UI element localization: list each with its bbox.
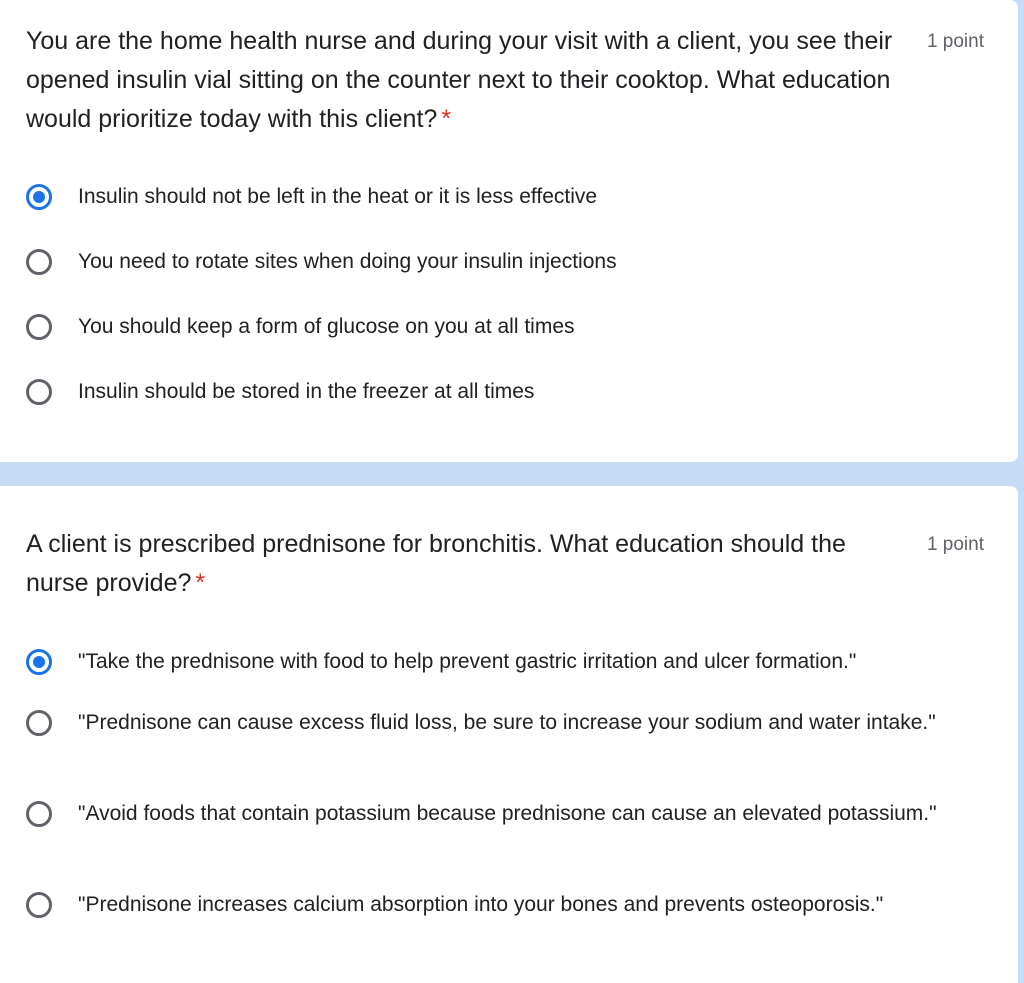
radio-button[interactable]	[26, 892, 52, 918]
option-radio-3[interactable]	[26, 310, 976, 343]
radio-button[interactable]	[26, 249, 52, 275]
radio-button[interactable]	[26, 314, 52, 340]
question-title	[26, 525, 906, 603]
option-radio-4[interactable]	[26, 888, 976, 921]
question-card-1	[0, 0, 1018, 462]
option-radio-2[interactable]	[26, 706, 976, 739]
option-radio-4[interactable]	[26, 375, 976, 408]
option-label: "Avoid foods that contain potassium because prednisone can cause an elevated potassium."	[78, 802, 937, 825]
question-text: You are the home health nurse and during your visit with a client, you see their opened insulin vial sitting on the counter next to their cooktop. What education would prioritize today with this client?	[26, 27, 893, 133]
option-radio-1[interactable]	[26, 645, 976, 678]
option-label: "Prednisone can cause excess fluid loss, be sure to increase your sodium and water intake."	[78, 711, 936, 734]
question-title	[26, 22, 906, 139]
radio-button[interactable]	[26, 710, 52, 736]
radio-button-checked[interactable]	[26, 649, 52, 675]
required-asterisk: *	[195, 569, 206, 597]
option-label: You should keep a form of glucose on you at all times	[78, 315, 575, 338]
option-radio-3[interactable]	[26, 797, 976, 830]
option-label: "Prednisone increases calcium absorption into your bones and prevents osteoporosis."	[78, 893, 884, 916]
radio-button[interactable]	[26, 801, 52, 827]
option-label: Insulin should not be left in the heat or it is less effective	[78, 185, 598, 208]
option-label: You need to rotate sites when doing your insulin injections	[78, 250, 617, 273]
question-card-2	[0, 486, 1018, 983]
points-label: 1 point	[926, 31, 984, 52]
radio-button[interactable]	[26, 379, 52, 405]
radio-button-checked[interactable]	[26, 184, 52, 210]
option-label: "Take the prednisone with food to help prevent gastric irritation and ulcer formation."	[78, 650, 857, 673]
option-radio-1[interactable]	[26, 180, 976, 213]
option-radio-2[interactable]	[26, 245, 976, 278]
question-text: A client is prescribed prednisone for bronchitis. What education should the nurse provide?	[26, 530, 846, 597]
option-label: Insulin should be stored in the freezer at all times	[78, 380, 535, 403]
points-label: 1 point	[926, 534, 984, 555]
required-asterisk: *	[441, 105, 452, 133]
